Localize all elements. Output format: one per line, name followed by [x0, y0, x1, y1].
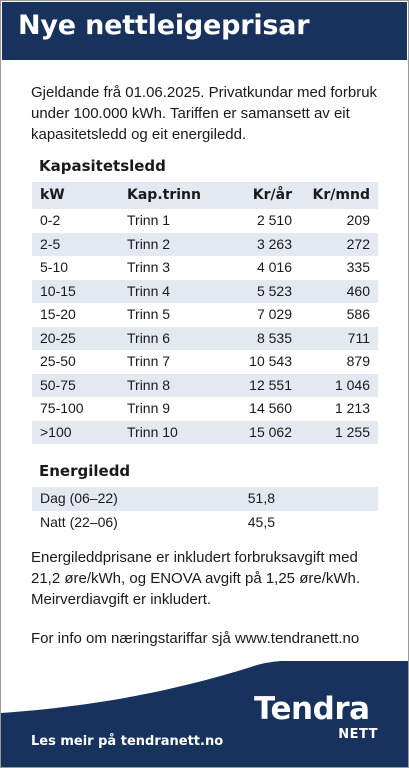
cell-kr-aar: 8 535	[256, 329, 292, 346]
cell-kr-mnd: 586	[346, 306, 370, 322]
cell-price: 45,5	[247, 513, 275, 530]
table-row	[32, 233, 378, 257]
column-header-kr-aar: Kr/år	[252, 187, 292, 203]
cell-kr-aar: 7 029	[256, 306, 292, 322]
cell-period: Dag (06–22)	[40, 490, 118, 506]
table-row	[32, 421, 378, 445]
logo-wordmark: Tendra	[254, 691, 370, 727]
cell-trinn: Trinn 6	[127, 329, 171, 346]
table-row	[32, 487, 378, 511]
table-row	[32, 280, 378, 304]
energy-table	[32, 487, 378, 534]
cell-trinn: Trinn 8	[127, 376, 171, 393]
energy-title: Energiledd	[39, 462, 131, 480]
cell-kw: 20-25	[40, 329, 76, 346]
cell-period: Natt (22–06)	[40, 513, 118, 530]
cell-kr-mnd: 879	[346, 353, 370, 369]
intro-text: Gjeldande frå 01.06.2025. Privatkundar med forbruk under 100.000 kWh. Tariffen er samansett av eit kapasitetsledd og eit energiledd.	[31, 84, 378, 143]
table-row	[32, 511, 378, 535]
cell-kr-mnd: 711	[347, 329, 370, 346]
cell-kw: 5-10	[40, 259, 69, 275]
cell-kr-aar: 10 543	[249, 353, 292, 369]
cell-kw: 25-50	[40, 353, 76, 369]
cell-kr-aar: 15 062	[249, 423, 292, 440]
column-header-trinn: Kap.trinn	[127, 187, 201, 203]
column-header-kr-mnd: Kr/mnd	[312, 187, 370, 203]
business-info-text: For info om næringstariffar sjå www.tendranett.no	[31, 630, 360, 647]
tax-footnote: Energileddprisane er inkludert forbruksavgift med 21,2 øre/kWh, og ENOVA avgift på 1,25 øre/kWh. Meirverdiavgift er inkludert.	[31, 549, 361, 608]
cell-trinn: Trinn 5	[127, 306, 171, 322]
table-row	[32, 350, 378, 374]
cell-price: 51,8	[247, 490, 275, 506]
cell-kr-mnd: 1 213	[334, 400, 370, 416]
table-row	[32, 303, 378, 327]
capacity-title: Kapasitetsledd	[39, 157, 166, 175]
cell-kr-aar: 4 016	[256, 259, 292, 275]
logo-subtitle: NETT	[338, 727, 378, 742]
cell-kw: 2-5	[40, 235, 61, 252]
cell-kr-mnd: 1 046	[334, 376, 370, 393]
cell-trinn: Trinn 4	[127, 282, 171, 299]
cell-kr-aar: 3 263	[256, 235, 292, 252]
cell-kr-mnd: 460	[346, 282, 370, 299]
table-row	[32, 374, 378, 398]
table-row	[32, 209, 378, 233]
table-row	[32, 397, 378, 421]
cell-kw: >100	[40, 423, 72, 440]
page-title: Nye nettleigeprisar	[18, 10, 310, 41]
cell-kr-aar: 14 560	[249, 400, 292, 416]
cell-kw: 10-15	[40, 282, 76, 299]
cell-kr-mnd: 335	[346, 259, 370, 275]
cell-kr-aar: 12 551	[249, 376, 292, 393]
cell-kw: 15-20	[40, 306, 76, 322]
cell-trinn: Trinn 10	[127, 423, 178, 440]
header-banner	[2, 2, 407, 60]
cell-kw: 0-2	[40, 212, 61, 228]
cell-kr-mnd: 209	[346, 212, 370, 228]
tendra-logo	[254, 691, 384, 751]
cell-kr-aar: 2 510	[256, 212, 292, 228]
cell-trinn: Trinn 9	[127, 400, 171, 416]
cell-kw: 75-100	[40, 400, 84, 416]
cell-trinn: Trinn 3	[127, 259, 171, 275]
column-header-kw: kW	[40, 187, 65, 203]
cell-kr-mnd: 1 255	[334, 423, 370, 440]
cell-trinn: Trinn 1	[127, 212, 171, 228]
cell-trinn: Trinn 2	[127, 235, 171, 252]
capacity-table	[32, 182, 378, 444]
capacity-header-row	[32, 182, 378, 209]
cell-kr-aar: 5 523	[256, 282, 292, 299]
cell-kw: 50-75	[40, 376, 76, 393]
read-more-link[interactable]: Les meir på tendranett.no	[31, 734, 224, 749]
table-row	[32, 327, 378, 351]
cell-kr-mnd: 272	[346, 235, 370, 252]
table-row	[32, 256, 378, 280]
cell-trinn: Trinn 7	[127, 353, 171, 369]
